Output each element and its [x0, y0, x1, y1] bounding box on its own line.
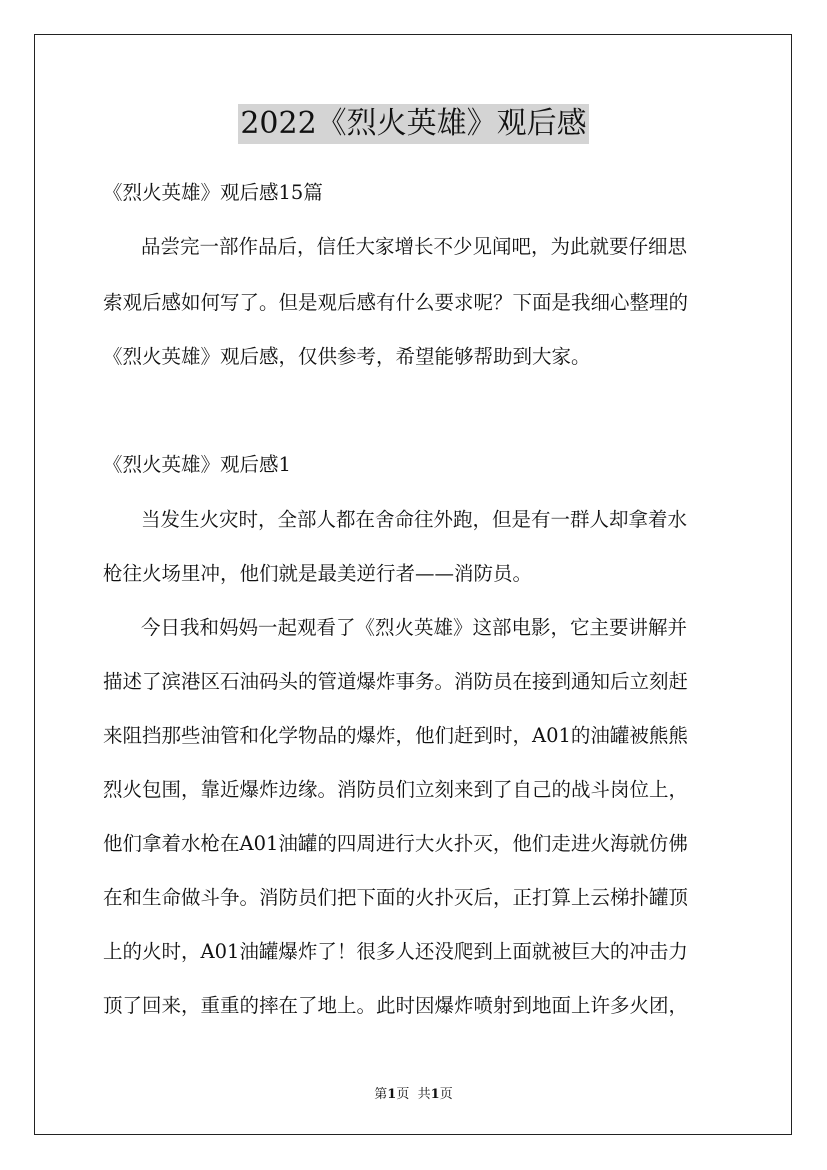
paragraph-line: 今日我和妈妈一起观看了《烈火英雄》这部电影，它主要讲解并	[141, 616, 688, 639]
page-number: 1	[387, 1087, 397, 1102]
paragraph-line: 上的火时，A01油罐爆炸了！很多人还没爬到上面就被巨大的冲击力	[103, 940, 688, 963]
page-footer	[0, 1083, 827, 1102]
total-pages: 1	[430, 1087, 440, 1102]
total-prefix: 共	[417, 1087, 431, 1102]
paragraph-line: 枪往火场里冲，他们就是最美逆行者——消防员。	[103, 562, 533, 585]
section-heading: 《烈火英雄》观后感1	[103, 453, 291, 476]
paragraph-line: 烈火包围，靠近爆炸边缘。消防员们立刻来到了自己的战斗岗位上，	[103, 778, 689, 801]
paragraph-line: 顶了回来，重重的摔在了地上。此时因爆炸喷射到地面上许多火团，	[103, 994, 689, 1017]
paragraph-line: 在和生命做斗争。消防员们把下面的火扑灭后，正打算上云梯扑罐顶	[103, 886, 689, 909]
paragraph-line: 当发生火灾时，全部人都在舍命往外跑，但是有一群人却拿着水	[141, 508, 688, 531]
total-suffix: 页	[439, 1087, 453, 1102]
paragraph-line: 描述了滨港区石油码头的管道爆炸事务。消防员在接到通知后立刻赶	[103, 670, 689, 693]
paragraph-line: 他们拿着水枪在A01油罐的四周进行大火扑灭，他们走进火海就仿佛	[103, 832, 688, 855]
page-prefix: 第	[374, 1087, 388, 1102]
paragraph-line: 来阻挡那些油管和化学物品的爆炸，他们赶到时，A01的油罐被熊熊	[103, 724, 688, 747]
paragraph-line: 索观后感如何写了。但是观后感有什么要求呢？下面是我细心整理的	[103, 291, 689, 314]
subtitle-line: 《烈火英雄》观后感15篇	[103, 181, 323, 204]
paragraph-line: 品尝完一部作品后，信任大家增长不少见闻吧，为此就要仔细思	[141, 235, 688, 258]
paragraph-line: 《烈火英雄》观后感，仅供参考，希望能够帮助到大家。	[103, 345, 591, 368]
title-container	[0, 104, 827, 144]
document-title: 2022《烈火英雄》观后感	[238, 104, 588, 144]
page-suffix: 页	[396, 1087, 410, 1102]
